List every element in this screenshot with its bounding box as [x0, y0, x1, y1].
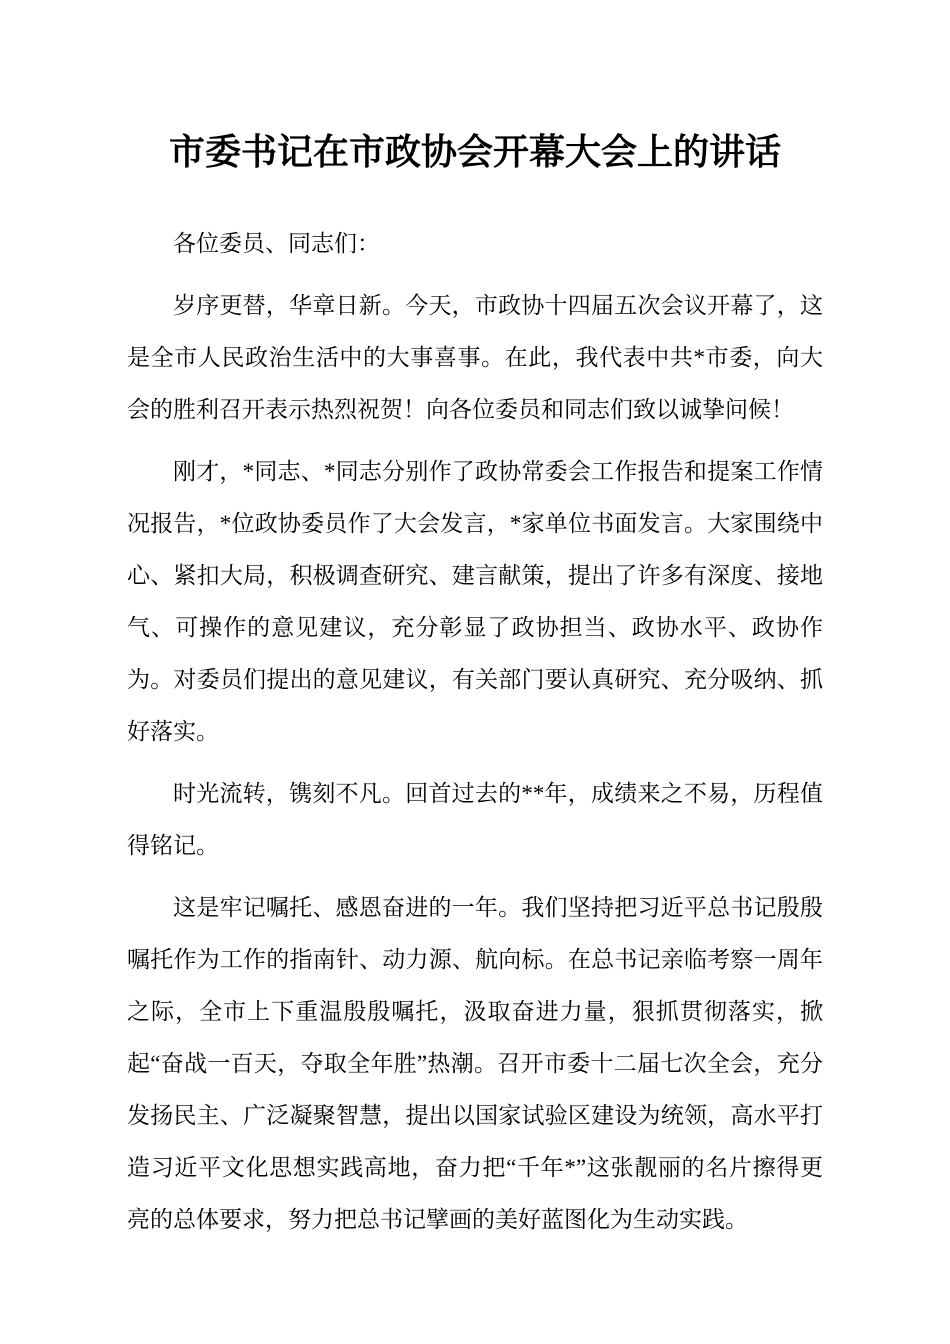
paragraph-reports: 刚才，*同志、*同志分别作了政协常委会工作报告和提案工作情况报告，*位政协委员作了大会发言，*家单位书面发言。大家围绕中心、紧扣大局，积极调查研究、建言献策，提出了许多有深度、接地气、可操作的意见建议，充分彰显了政协担当、政协水平、政协作为。对委员们提出的意见建议，有关部门要认真研究、充分吸纳、抓好落实。: [127, 459, 823, 744]
paragraph-opening: 岁序更替，华章日新。今天，市政协十四届五次会议开幕了，这是全市人民政治生活中的大事喜事。在此，我代表中共*市委，向大会的胜利召开表示热烈祝贺！向各位委员和同志们致以诚挚问候！: [127, 293, 823, 422]
document-title: 市委书记在市政协会开幕大会上的讲话: [168, 132, 781, 172]
paragraph-year-review: 这是牢记嘱托、感恩奋进的一年。我们坚持把习近平总书记殷殷嘱托作为工作的指南针、动力源、航向标。在总书记亲临考察一周年之际，全市上下重温殷殷嘱托，汲取奋进力量，狠抓贯彻落实，掀起“奋战一百天，夺取全年胜”热潮。召开市委十二届七次全会，充分发扬民主、广泛凝聚智慧，提出以国家试验区建设为统领，高水平打造习近平文化思想实践高地，奋力把“千年*”这张靓丽的名片擦得更亮的总体要求，努力把总书记擘画的美好蓝图化为生动实践。: [127, 895, 823, 1232]
salutation-line: 各位委员、同志们：: [173, 231, 380, 256]
document-body: [127, 218, 823, 1246]
paragraph-retrospect: 时光流转，镌刻不凡。回首过去的**年，成绩来之不易，历程值得铭记。: [127, 781, 823, 858]
